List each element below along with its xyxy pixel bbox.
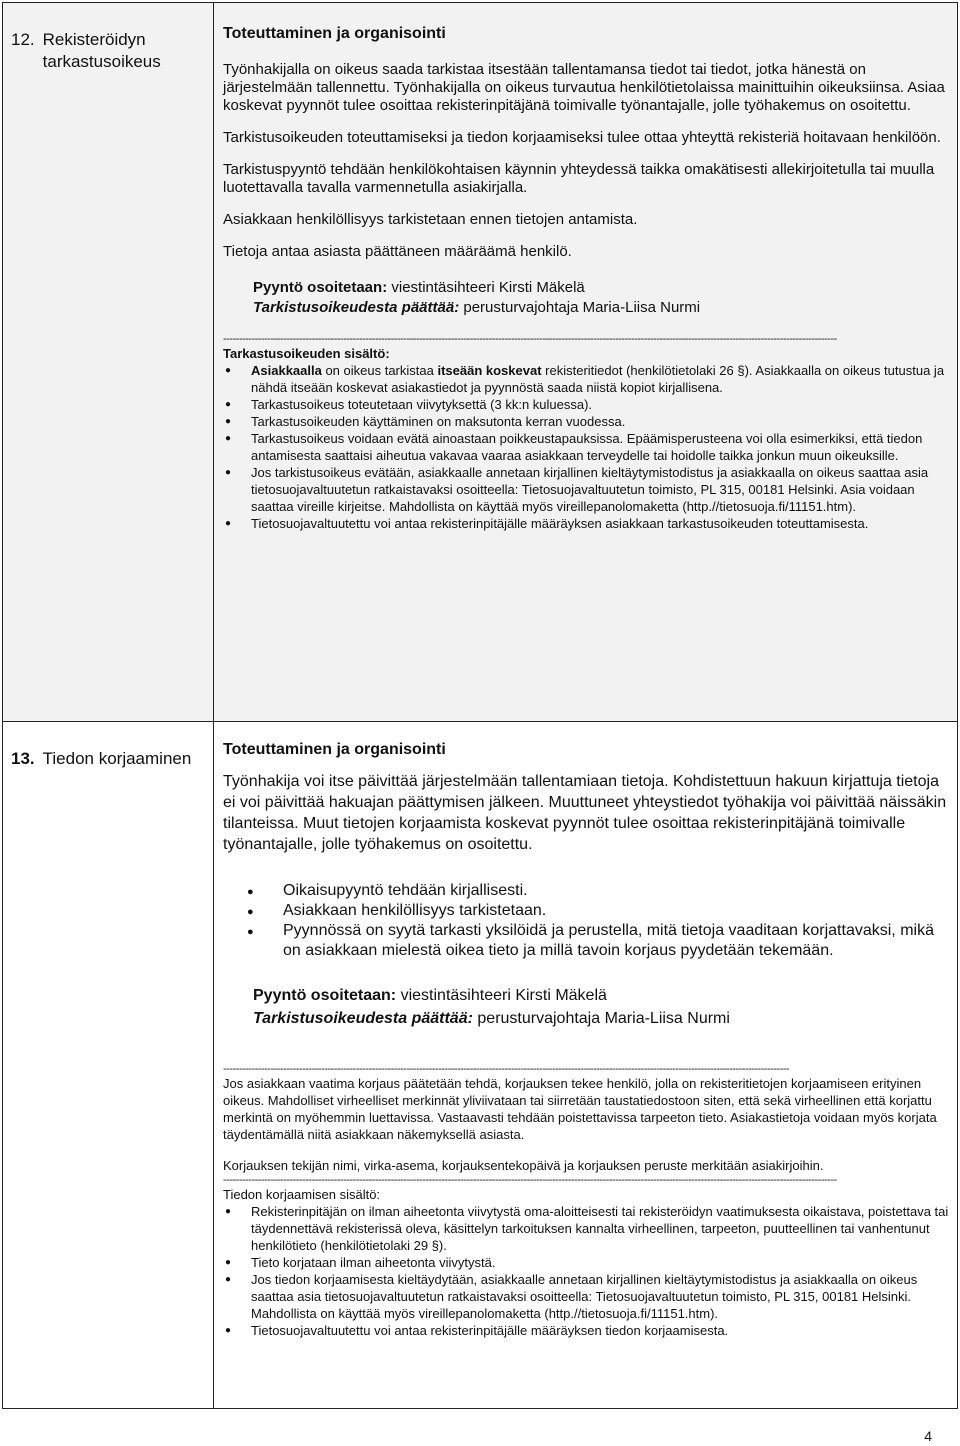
section-12-bullets — [223, 362, 951, 532]
section-13-bullets-b — [223, 1203, 951, 1339]
column-divider — [213, 3, 214, 1408]
section-12-title: Rekisteröidyn tarkastusoikeus — [42, 30, 161, 71]
section-13-para2: Jos asiakkaan vaatima korjaus päätetään tehdä, korjauksen tekee henkilö, jolla on rekisteritietojen korjaamiseen erityinen oikeus. Mahdolliset virheelliset merkinnät yliviivataan tai siirretään taustatiedostoon siten, että sekä virheellinen että korjattu merkintä on myöhemmin luettavissa. Vastaavasti tehdään poistettavissa tarpeeton tieto. Asiakastietoja voidaan myös korjata täydentämällä niitä asiakkaan näkemyksellä asiasta. — [223, 1076, 937, 1142]
decides-label: Tarkistusoikeudesta päättää: — [253, 1010, 473, 1027]
page-number: 4 — [924, 1428, 932, 1444]
section-13-content — [223, 741, 951, 1339]
section-12-para4: Asiakkaan henkilöllisyys tarkistetaan ennen tietojen antamista. — [223, 211, 638, 228]
list-item: ● Tarkastusoikeus voidaan evätä ainoastaan poikkeustapauksissa. Epäämisperusteena voi olla esimerkiksi, että tiedon antamisesta saattaisi aiheutua vakavaa vaaraa asiakkaan terveydelle tai hoidolle taikka jonkun muun oikeuksille. — [251, 430, 951, 464]
list-item: ● Tarkastusoikeus toteutetaan viivytyksettä (3 kk:n kuluessa). — [251, 396, 951, 413]
decides-value: perusturvajohtaja Maria-Liisa Nurmi — [477, 1010, 730, 1027]
section-13-heading: Toteuttaminen ja organisointi — [223, 741, 446, 758]
list-item: ● Tieto korjataan ilman aiheetonta viivytystä. — [251, 1254, 951, 1271]
section-12-para3: Tarkistuspyyntö tehdään henkilökohtaisen käynnin yhteydessä taikka omakätisesti allekirjoitetulla tai muulla luotettavalla tavalla varmennetulla asiakirjalla. — [223, 161, 935, 196]
dash-separator: ----------------------------------------------------------------------------------------------------------------------------------------------------------------------------------- — [223, 1063, 790, 1075]
section-12-number: 12. — [11, 30, 35, 49]
section-13-label — [11, 748, 206, 770]
section-12-para2: Tarkistusoikeuden toteuttamiseksi ja tiedon korjaamiseksi tulee ottaa yhteyttä rekisteriä hoitavaan henkilöön. — [223, 129, 941, 146]
request-value: viestintäsihteeri Kirsti Mäkelä — [391, 279, 585, 296]
list-item: ● Tietosuojavaltuutettu voi antaa rekisterinpitäjälle määräyksen tiedon korjaamisesta. — [251, 1322, 951, 1339]
list-item: ● Jos tiedon korjaamisesta kieltäydytään, asiakkaalle annetaan kirjallinen kieltäytymistodistus ja asiakkaalla on oikeus saattaa asia tietosuojavaltuutetun ratkaistavaksi osoitteella: Tietosuojavaltuutetun toimisto, PL 315, 00181 Helsinki. Mahdollista on käyttää myös vireillepanolomaketta (http.//tietosuoja.fi/11151.htm). — [251, 1271, 951, 1322]
decides-label: Tarkistusoikeudesta päättää: — [253, 299, 460, 316]
section-12-para1: Työnhakijalla on oikeus saada tarkistaa itsestään tallentamansa tiedot tai tiedot, jotka hänestä on järjestelmään tallennettu. Työnhakijalla on oikeus turvautua henkilötietolaissa mainittuihin oikeuksiinsa. Asiaa koskevat pyynnöt tulee osoittaa rekisterinpitäjänä toimivalle työnantajalle, jolle työhakemus on osoitettu. — [223, 61, 945, 114]
section-12-decides — [223, 299, 951, 317]
dash-separator: -------------------------------------------------------------------------------------------------------------------------------------------------------------------------------------------------- — [223, 333, 837, 345]
section-12-label — [11, 29, 206, 73]
document-table — [2, 2, 958, 1409]
section-12-content — [223, 25, 951, 532]
section-13-title: Tiedon korjaaminen — [42, 749, 192, 768]
list-item: ● Jos tarkistusoikeus evätään, asiakkaalle annetaan kirjallinen kieltäytymistodistus ja asiakkaalla on oikeus saattaa asia tietosuojavaltuutetun ratkaistavaksi osoitteella: Tietosuojavaltuutetun toimisto, PL 315, 00181 Helsinki. Asia voidaan saattaa vireille kirjeitse. Mahdollista on käyttää myös vireillepanolomaketta (http.//tietosuoja.fi/11151.htm). — [251, 464, 951, 515]
list-item: ● Asiakkaalla on oikeus tarkistaa itseään koskevat rekisteritiedot (henkilötietolaki 26 §). Asiakkaalla on oikeus tutustua ja nähdä itseään koskevat asiakastiedot ja pyynnöstä saada niistä kopiot kirjallisena. — [251, 362, 951, 396]
list-item: ● Tietosuojavaltuutettu voi antaa rekisterinpitäjälle määräyksen asiakkaan tarkastusoikeuden toteuttamisesta. — [251, 515, 951, 532]
request-label: Pyyntö osoitetaan: — [253, 279, 388, 296]
section-13-bullets-a — [223, 881, 951, 961]
request-label: Pyyntö osoitetaan: — [253, 987, 397, 1004]
section-13-request — [223, 985, 951, 1006]
decides-value: perusturvajohtaja Maria-Liisa Nurmi — [463, 299, 701, 316]
list-item: ● Oikaisupyyntö tehdään kirjallisesti. — [283, 881, 951, 901]
section-13-para3: Korjauksen tekijän nimi, virka-asema, korjauksentekopäivä ja korjauksen peruste merkitään asiakirjoihin. — [223, 1158, 824, 1173]
section-12-request — [223, 279, 951, 297]
list-item: ● Tarkastusoikeuden käyttäminen on maksutonta kerran vuodessa. — [251, 413, 951, 430]
section-12-para5: Tietoja antaa asiasta päättäneen määräämä henkilö. — [223, 243, 572, 260]
list-item: ● Asiakkaan henkilöllisyys tarkistetaan. — [283, 901, 951, 921]
section-13-para1: Työnhakija voi itse päivittää järjestelmään tallentamiaan tietoja. Kohdistettuun hakuun kirjattuja tietoja ei voi päivittää hakuajan päättymisen jälkeen. Muuttuneet yhteystiedot työhakija voi päivittää näissäkin tilanteissa. Muut tietojen korjaamista koskevat pyynnöt tulee osoittaa rekisterinpitäjänä toimivalle työnantajalle, jolle työhakemus on osoitettu. — [223, 773, 947, 853]
list-item: ● Rekisterinpitäjän on ilman aiheetonta viivytystä oma-aloitteisesti tai rekisteröidyn vaatimuksesta oikaistava, poistettava tai täydennettävä rekisterissä oleva, käsittelyn tarkoituksen kannalta virheellinen, tarpeeton, puutteellinen tai vanhentunut henkilötieto (henkilötietolaki 29 §). — [251, 1203, 951, 1254]
content-heading: Tarkastusoikeuden sisältö: — [223, 346, 390, 361]
dash-separator: -------------------------------------------------------------------------------------------------------------------------------------------------------------------------------------------------- — [223, 1174, 837, 1186]
section-13-number: 13. — [11, 749, 35, 768]
request-value: viestintäsihteeri Kirsti Mäkelä — [400, 987, 607, 1004]
row-divider — [3, 721, 957, 722]
section-12-heading: Toteuttaminen ja organisointi — [223, 25, 446, 42]
list-item: ● Pyynnössä on syytä tarkasti yksilöidä ja perustella, mitä tietoja vaaditaan korjattavaksi, mikä on asiakkaan mielestä oikea tieto ja millä tavoin korjaus pyydetään tekemään. — [283, 921, 951, 961]
content-heading: Tiedon korjaamisen sisältö: — [223, 1187, 381, 1202]
section-13-decides — [223, 1008, 951, 1029]
